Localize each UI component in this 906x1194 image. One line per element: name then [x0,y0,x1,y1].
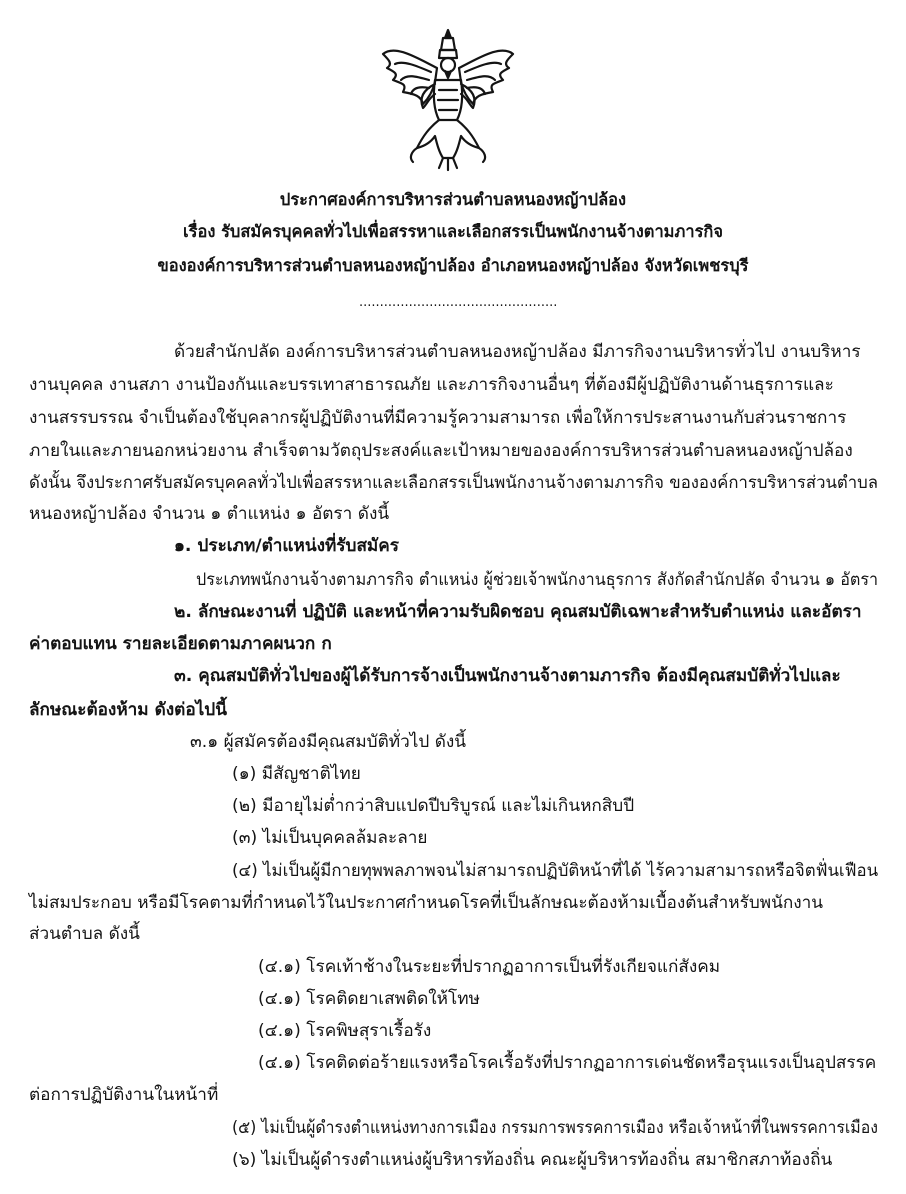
disease-item-3: (๔.๑) โรคพิษสุราเรื้อรัง [258,1021,432,1041]
qualification-item-2: (๒) มีอายุไม่ต่ำกว่าสิบแปดปีบริบูรณ์ และไม่เกินหกสิบปี [232,796,635,816]
qualification-item-6: (๖) ไม่เป็นผู้ดำรงตำแหน่งผู้บริหารท้องถิ่น คณะผู้บริหารท้องถิ่น สมาชิกสภาท้องถิ่น [232,1150,833,1170]
qualification-item-3: (๓) ไม่เป็นบุคคลล้มละลาย [232,828,428,848]
disease-item-4: (๔.๑) โรคติดต่อร้ายแรงหรือโรคเรื้อรังที่ปรากฏอาการเด่นชัดหรือรุนแรงเป็นอุปสรรค [258,1053,877,1073]
qualification-item-4-line-2: ไม่สมประกอบ หรือมีโรคตามที่กำหนดไว้ในประกาศกำหนดโรคที่เป็นลักษณะต้องห้ามเบื้องต้นสำหรับพนักงาน [29,893,824,913]
intro-line-6: หนองหญ้าปล้อง จำนวน ๑ ตำแหน่ง ๑ อัตรา ดังนี้ [29,504,390,524]
disease-item-4-continued: ต่อการปฏิบัติงานในหน้าที่ [29,1085,219,1105]
intro-line-3: งานสรรบรรณ จำเป็นต้องใช้บุคลากรผู้ปฏิบัติงานที่มีความรู้ความสามารถ เพื่อให้การประสานงานกับส่วนราชการ [29,408,847,428]
qualification-item-1: (๑) มีสัญชาติไทย [232,764,361,784]
section-3-1-heading: ๓.๑ ผู้สมัครต้องมีคุณสมบัติทั่วไป ดังนี้ [190,732,467,752]
subject-line: เรื่อง รับสมัครบุคคลทั่วไปเพื่อสรรหาและเลือกสรรเป็นพนักงานจ้างตามภารกิจ [183,222,723,241]
section-2-line-1: ๒. ลักษณะงานที่ ปฏิบัติ และหน้าที่ความรับผิดชอบ คุณสมบัติเฉพาะสำหรับตำแหน่ง และอัตรา [174,602,862,622]
intro-line-1: ด้วยสำนักปลัด องค์การบริหารส่วนตำบลหนองหญ้าปล้อง มีภารกิจงานบริหารทั่วไป งานบริหาร [174,342,861,362]
qualification-item-4: (๔) ไม่เป็นผู้มีกายทุพพลภาพจนไม่สามารถปฏิบัติหน้าที่ได้ ไร้ความสามารถหรือจิตฟั่นเฟือน [232,861,879,881]
intro-line-2: งานบุคคล งานสภา งานป้องกันและบรรเทาสาธารณภัย และภารกิจงานอื่นๆ ที่ต้องมีผู้ปฏิบัติงานด้านธุรการและ [29,375,834,395]
announcement-title: ประกาศองค์การบริหารส่วนตำบลหนองหญ้าปล้อง [279,190,627,209]
section-3-line-2: ลักษณะต้องห้าม ดังต่อไปนี้ [29,700,227,720]
qualification-item-5: (๕) ไม่เป็นผู้ดำรงตำแหน่งทางการเมือง กรรมการพรรคการเมือง หรือเจ้าหน้าที่ในพรรคการเมือง [232,1118,878,1138]
intro-line-4: ภายในและภายนอกหน่วยงาน สำเร็จตามวัตถุประสงค์และเป้าหมายขององค์การบริหารส่วนตำบลหนองหญ้าปล้อง [29,441,853,461]
disease-item-2: (๔.๑) โรคติดยาเสพติดให้โทษ [258,989,480,1009]
intro-line-5: ดังนั้น จึงประกาศรับสมัครบุคคลทั่วไปเพื่อสรรหาและเลือกสรรเป็นพนักงานจ้างตามภารกิจ ขององค์การบริหารส่วนตำบล [29,473,879,493]
section-1-body: ประเภทพนักงานจ้างตามภารกิจ ตำแหน่ง ผู้ช่วยเจ้าพนักงานธุรการ สังกัดสำนักปลัด จำนวน ๑ อัตรา [196,570,879,590]
section-1-heading: ๑. ประเภท/ตำแหน่งที่รับสมัคร [174,536,399,556]
organization-line: ขององค์การบริหารส่วนตำบลหนองหญ้าปล้อง อำเภอหนองหญ้าปล้อง จังหวัดเพชรบุรี [157,256,749,275]
section-2-line-2: ค่าตอบแทน รายละเอียดตามภาคผนวก ก [29,634,332,654]
disease-item-1: (๔.๑) โรคเท้าช้างในระยะที่ปรากฏอาการเป็นที่รังเกียจแก่สังคม [258,957,721,977]
title-separator: ................................................ [359,295,558,310]
qualification-item-4-line-3: ส่วนตำบล ดังนี้ [29,924,140,944]
garuda-emblem-icon [373,24,523,174]
section-3-line-1: ๓. คุณสมบัติทั่วไปของผู้ได้รับการจ้างเป็นพนักงานจ้างตามภารกิจ ต้องมีคุณสมบัติทั่วไปและ [174,666,841,686]
